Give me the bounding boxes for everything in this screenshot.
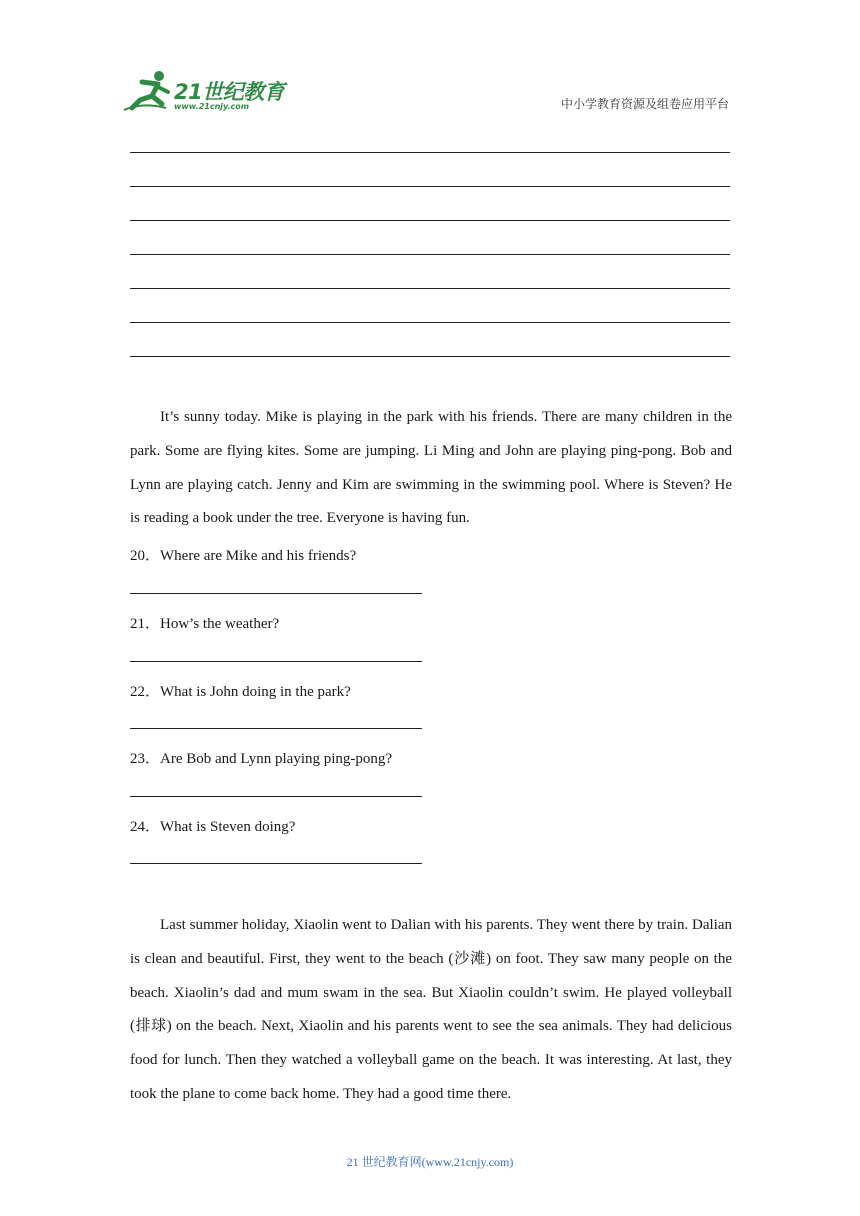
running-figure-icon bbox=[122, 68, 174, 114]
question-number: 21． bbox=[130, 616, 161, 632]
question-number: 20． bbox=[130, 548, 161, 564]
answer-line bbox=[130, 186, 730, 187]
question-text: Where are Mike and his friends? bbox=[160, 548, 357, 564]
platform-title: 中小学教育资源及组卷应用平台 bbox=[560, 97, 729, 111]
logo-subtext: www.21cnjy.com bbox=[174, 102, 250, 111]
answer-line bbox=[130, 728, 422, 729]
answer-line bbox=[130, 356, 730, 357]
logo-text: 21世纪教育 bbox=[174, 80, 285, 104]
question-text: What is John doing in the park? bbox=[160, 684, 351, 700]
answer-line bbox=[130, 152, 730, 153]
question-text: What is Steven doing? bbox=[160, 819, 296, 835]
question-number: 23． bbox=[130, 751, 161, 767]
answer-line bbox=[130, 863, 422, 864]
passage-2-text: Last summer holiday, Xiaolin went to Dalian with his parents. They went there by train. Dalian is clean and beautiful. First, they went to the beach (沙滩) on foot. They saw many people on the beach. Xiaolin’s dad and mum swam in the sea. But Xiaolin couldn’t swim. He played volleyball (排球) on the beach. Next, Xiaolin and his parents went to see the sea animals. They had delicious food for lunch. Then they watched a volleyball game on the beach. It was interesting. At last, they took the plane to come back home. They had a good time there. bbox=[130, 917, 732, 1102]
question-20 bbox=[130, 544, 356, 565]
question-text: How’s the weather? bbox=[160, 616, 280, 632]
question-number: 24． bbox=[130, 819, 161, 835]
answer-line bbox=[130, 288, 730, 289]
answer-line bbox=[130, 254, 730, 255]
question-text: Are Bob and Lynn playing ping-pong? bbox=[160, 751, 393, 767]
answer-line bbox=[130, 322, 730, 323]
question-22 bbox=[130, 680, 351, 701]
reading-passage-1 bbox=[130, 401, 732, 536]
question-number: 22． bbox=[130, 684, 161, 700]
reading-passage-2 bbox=[130, 909, 732, 1112]
question-21 bbox=[130, 612, 279, 633]
question-24 bbox=[130, 815, 295, 836]
page-footer: 21 世纪教育网(www.21cnjy.com) bbox=[346, 1155, 514, 1169]
page-header bbox=[0, 0, 860, 130]
answer-line bbox=[130, 661, 422, 662]
logo bbox=[122, 68, 292, 118]
answer-line bbox=[130, 220, 730, 221]
question-23 bbox=[130, 747, 392, 768]
passage-1-text: It’s sunny today. Mike is playing in the park with his friends. There are many children in the park. Some are flying kites. Some are jumping. Li Ming and John are playing ping-pong. Bob and Lynn are playing catch. Jenny and Kim are swimming in the swimming pool. Where is Steven? He is reading a book under the tree. Everyone is having fun. bbox=[130, 409, 732, 527]
answer-line bbox=[130, 593, 422, 594]
answer-line bbox=[130, 796, 422, 797]
